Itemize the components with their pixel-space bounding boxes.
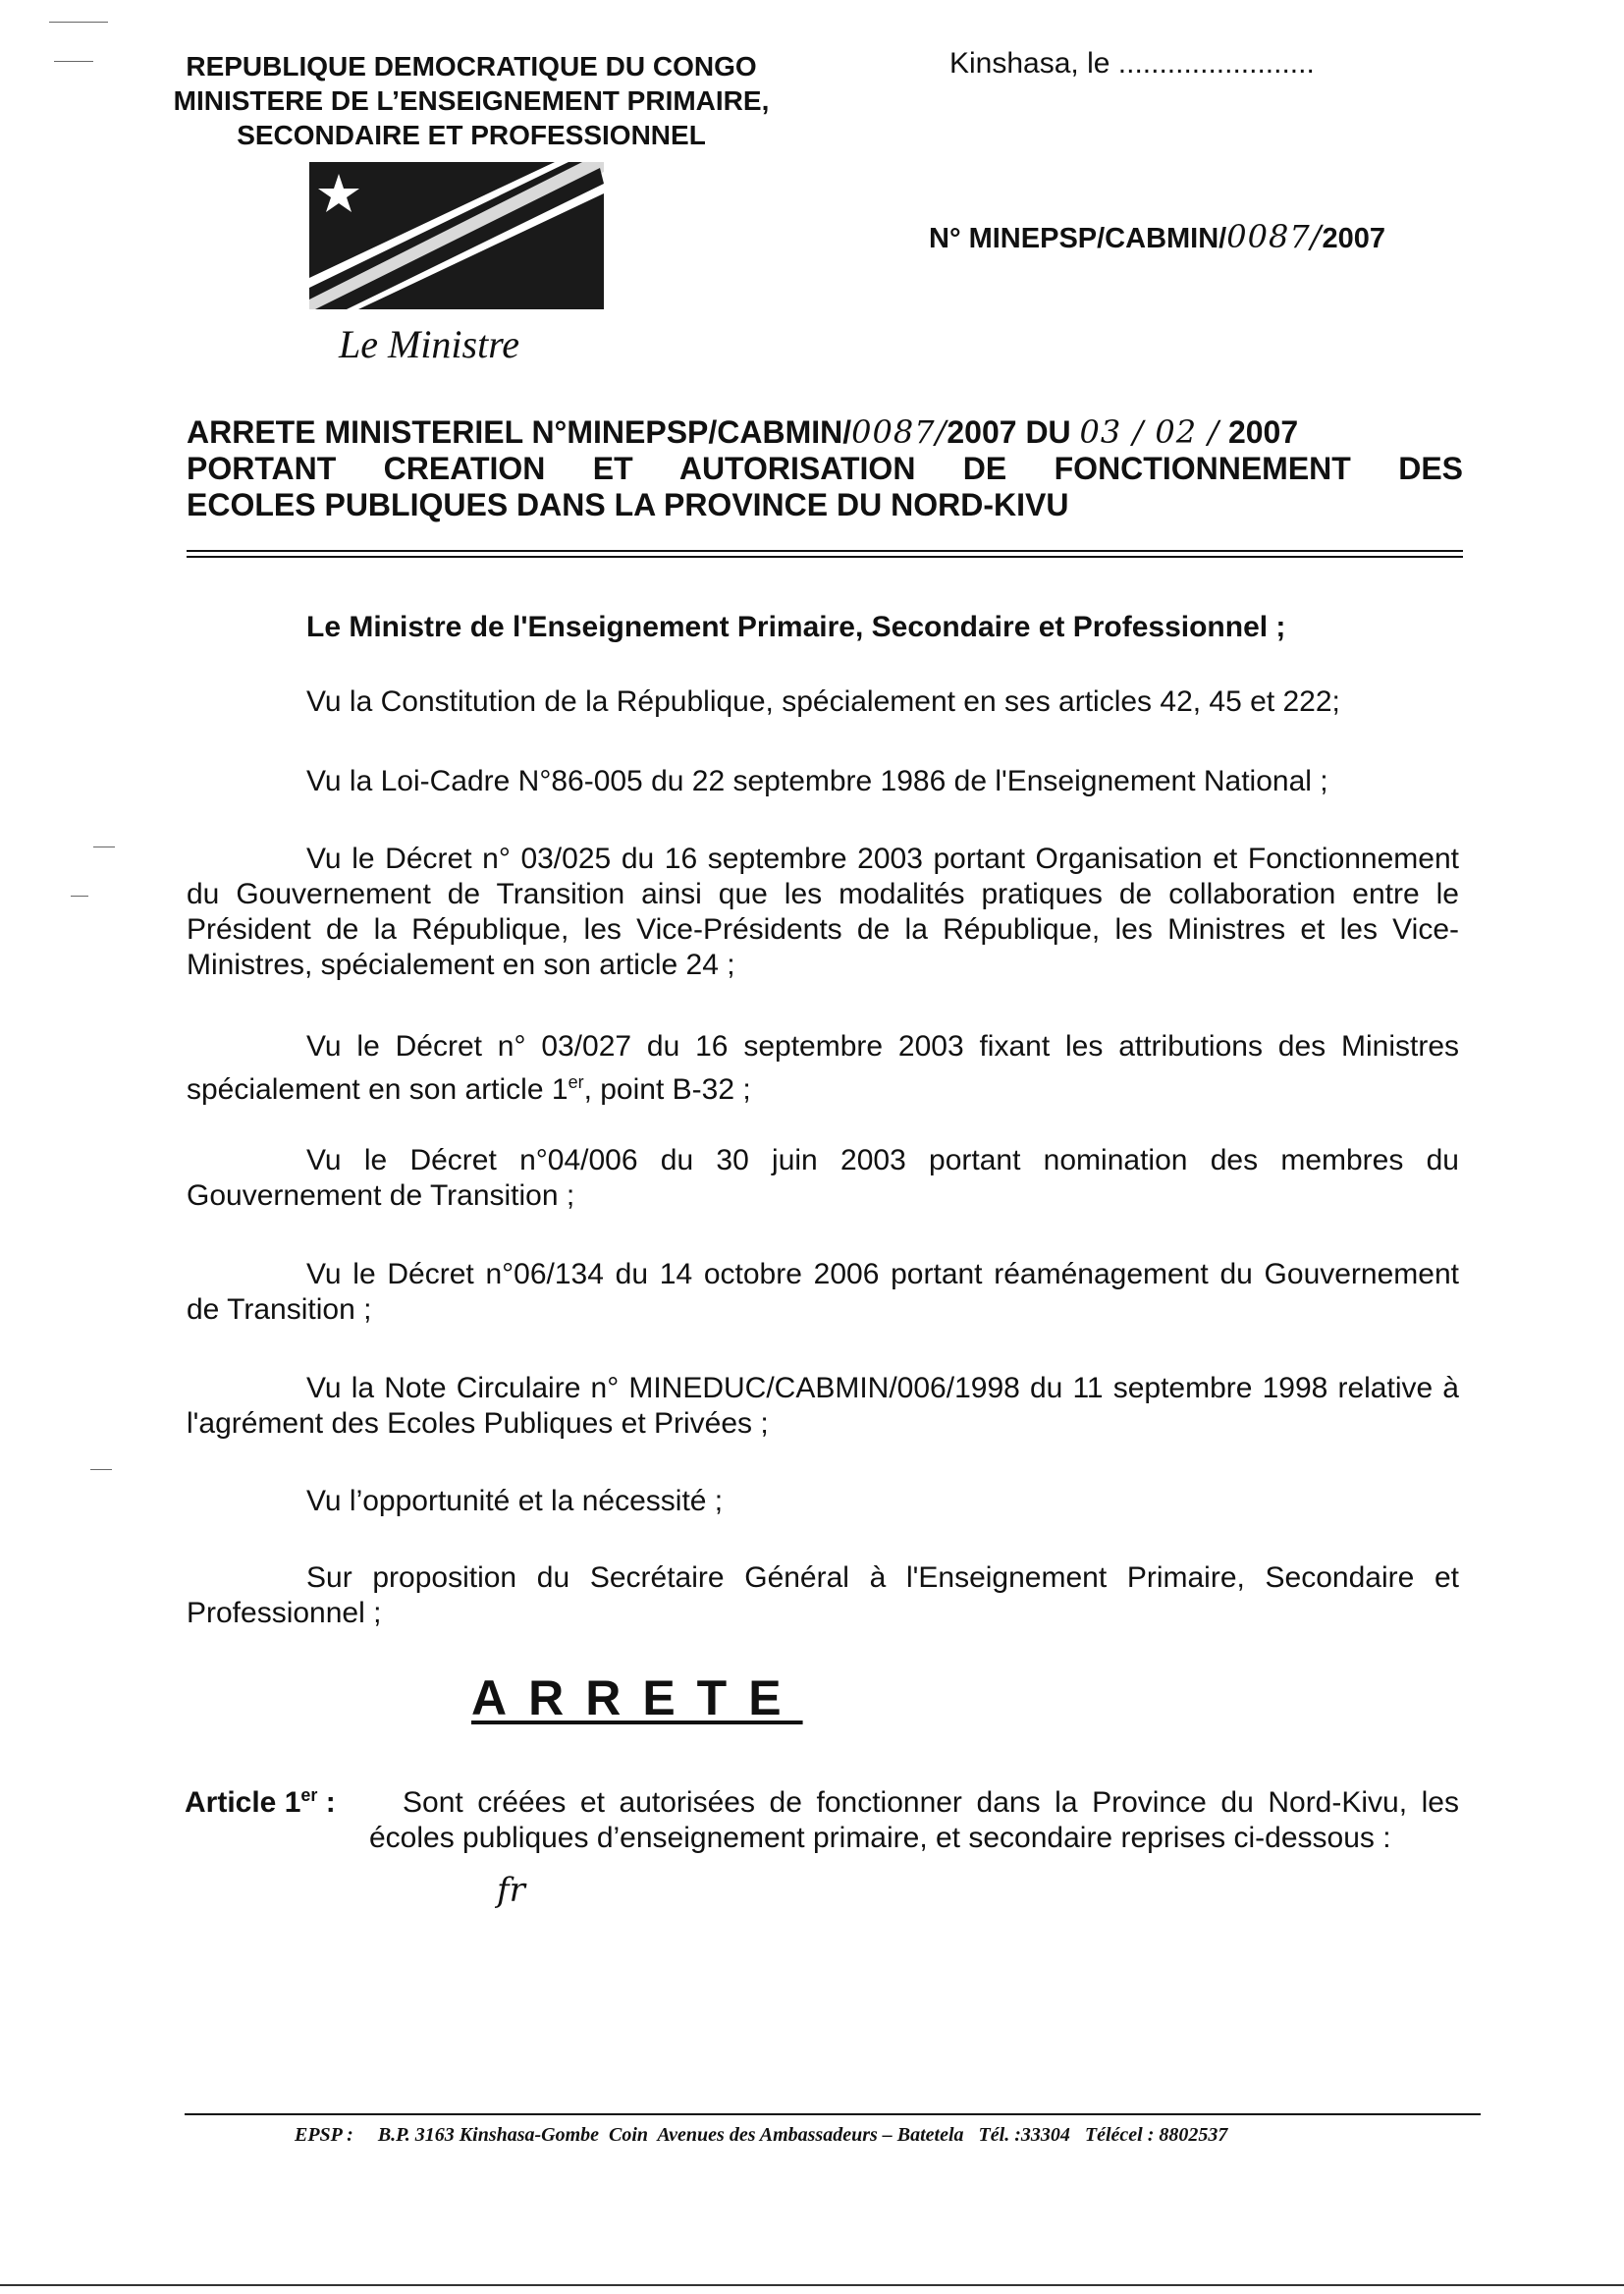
consideration: Vu le Décret n°06/134 du 14 octobre 2006 portant réaménagement du Gouvernement de Transition ; (187, 1258, 1459, 1326)
reference-number (929, 218, 1385, 255)
consideration-text: Vu le Décret n° 03/027 du 16 septembre 2003 fixant les attributions des Ministres spécialement en son article 1 (187, 1030, 1459, 1106)
title-date-year: 2007 (1219, 414, 1299, 450)
title-prefix: ARRETE MINISTERIEL N°MINEPSP/CABMIN/ (187, 414, 852, 450)
ministry-name-line2: SECONDAIRE ET PROFESSIONNEL (237, 120, 706, 150)
consideration: Vu la Loi-Cadre N°86-005 du 22 septembre 1986 de l'Enseignement National ; (306, 765, 1328, 797)
article-text: Sont créées et autorisées de fonctionner dans la Province du Nord-Kivu, les écoles publiques d’enseignement primaire, et secondaire reprises ci-dessous : (369, 1786, 1459, 1854)
reference-suffix: 2007 (1322, 223, 1385, 254)
title-handwritten-date: 03 / 02 / (1079, 413, 1220, 451)
consideration: Sur proposition du Secrétaire Général à l'Enseignement Primaire, Secondaire et Professionnel ; (187, 1561, 1459, 1629)
minister-label: Le Ministre (339, 322, 520, 366)
decree-title (187, 414, 1463, 523)
scan-mark (49, 22, 108, 23)
title-year: 2007 DU (947, 414, 1080, 450)
ordinal-suffix: er (568, 1072, 584, 1092)
decision-heading: ARRETE (471, 1670, 803, 1725)
scan-mark (90, 1469, 112, 1470)
consideration: Vu la Note Circulaire n° MINEDUC/CABMIN/006/1998 du 11 septembre 1998 relative à l'agrément des Ecoles Publiques et Privées ; (187, 1372, 1459, 1440)
scan-mark (54, 61, 93, 62)
letterhead (147, 49, 795, 152)
consideration-tail: , point B-32 ; (583, 1073, 751, 1106)
consideration: Vu le Décret n°04/006 du 30 juin 2003 portant nomination des membres du Gouvernement de Transition ; (187, 1144, 1459, 1212)
ministry-name-line1: MINISTERE DE L’ENSEIGNEMENT PRIMAIRE, (173, 85, 770, 116)
place-date: Kinshasa, le ........................ (949, 47, 1315, 80)
consideration: Vu l’opportunité et la nécessité ; (306, 1485, 724, 1517)
footer-address: EPSP : B.P. 3163 Kinshasa-Gombe Coin Avenues des Ambassadeurs – Batetela Tél. :33304 Télécel : 8802537 (295, 2124, 1228, 2146)
article-colon: : (317, 1786, 336, 1819)
scan-mark (71, 896, 88, 897)
reference-prefix: N° MINEPSP/CABMIN/ (929, 223, 1227, 254)
title-handwritten-number: 0087/ (851, 413, 947, 451)
decree-title-line2: PORTANT CREATION ET AUTORISATION DE FONCTIONNEMENT DES (187, 451, 1463, 486)
consideration: Vu la Constitution de la République, spécialement en ses articles 42, 45 et 222; (306, 685, 1340, 718)
footer-rule (185, 2113, 1481, 2115)
page-edge-line (0, 2284, 1624, 2286)
reference-handwritten: 0087/ (1226, 218, 1323, 255)
handwritten-initials: fr (497, 1871, 525, 1910)
article-ordinal: er (300, 1785, 318, 1805)
article-label (185, 1785, 336, 1820)
title-rule-double (187, 556, 1463, 558)
consideration (187, 1029, 1459, 1108)
decree-title-line3: ECOLES PUBLIQUES DANS LA PROVINCE DU NORD-KIVU (187, 487, 1069, 522)
republic-name: REPUBLIQUE DEMOCRATIQUE DU CONGO (186, 51, 757, 82)
minister-intro: Le Ministre de l'Enseignement Primaire, Secondaire et Professionnel ; (306, 611, 1286, 643)
article-number: Article 1 (185, 1786, 301, 1819)
decree-title-line1 (187, 414, 1463, 451)
flag-icon (309, 162, 604, 309)
consideration: Vu le Décret n° 03/025 du 16 septembre 2003 portant Organisation et Fonctionnement du Gouvernement de Transition ainsi que les modalités pratiques de collaboration entre le Président de la République, les Vice-Présidents de la République, les Ministres et les Vice-Ministres, spécialement en son article 24 ; (187, 843, 1459, 981)
title-rule (187, 550, 1463, 552)
